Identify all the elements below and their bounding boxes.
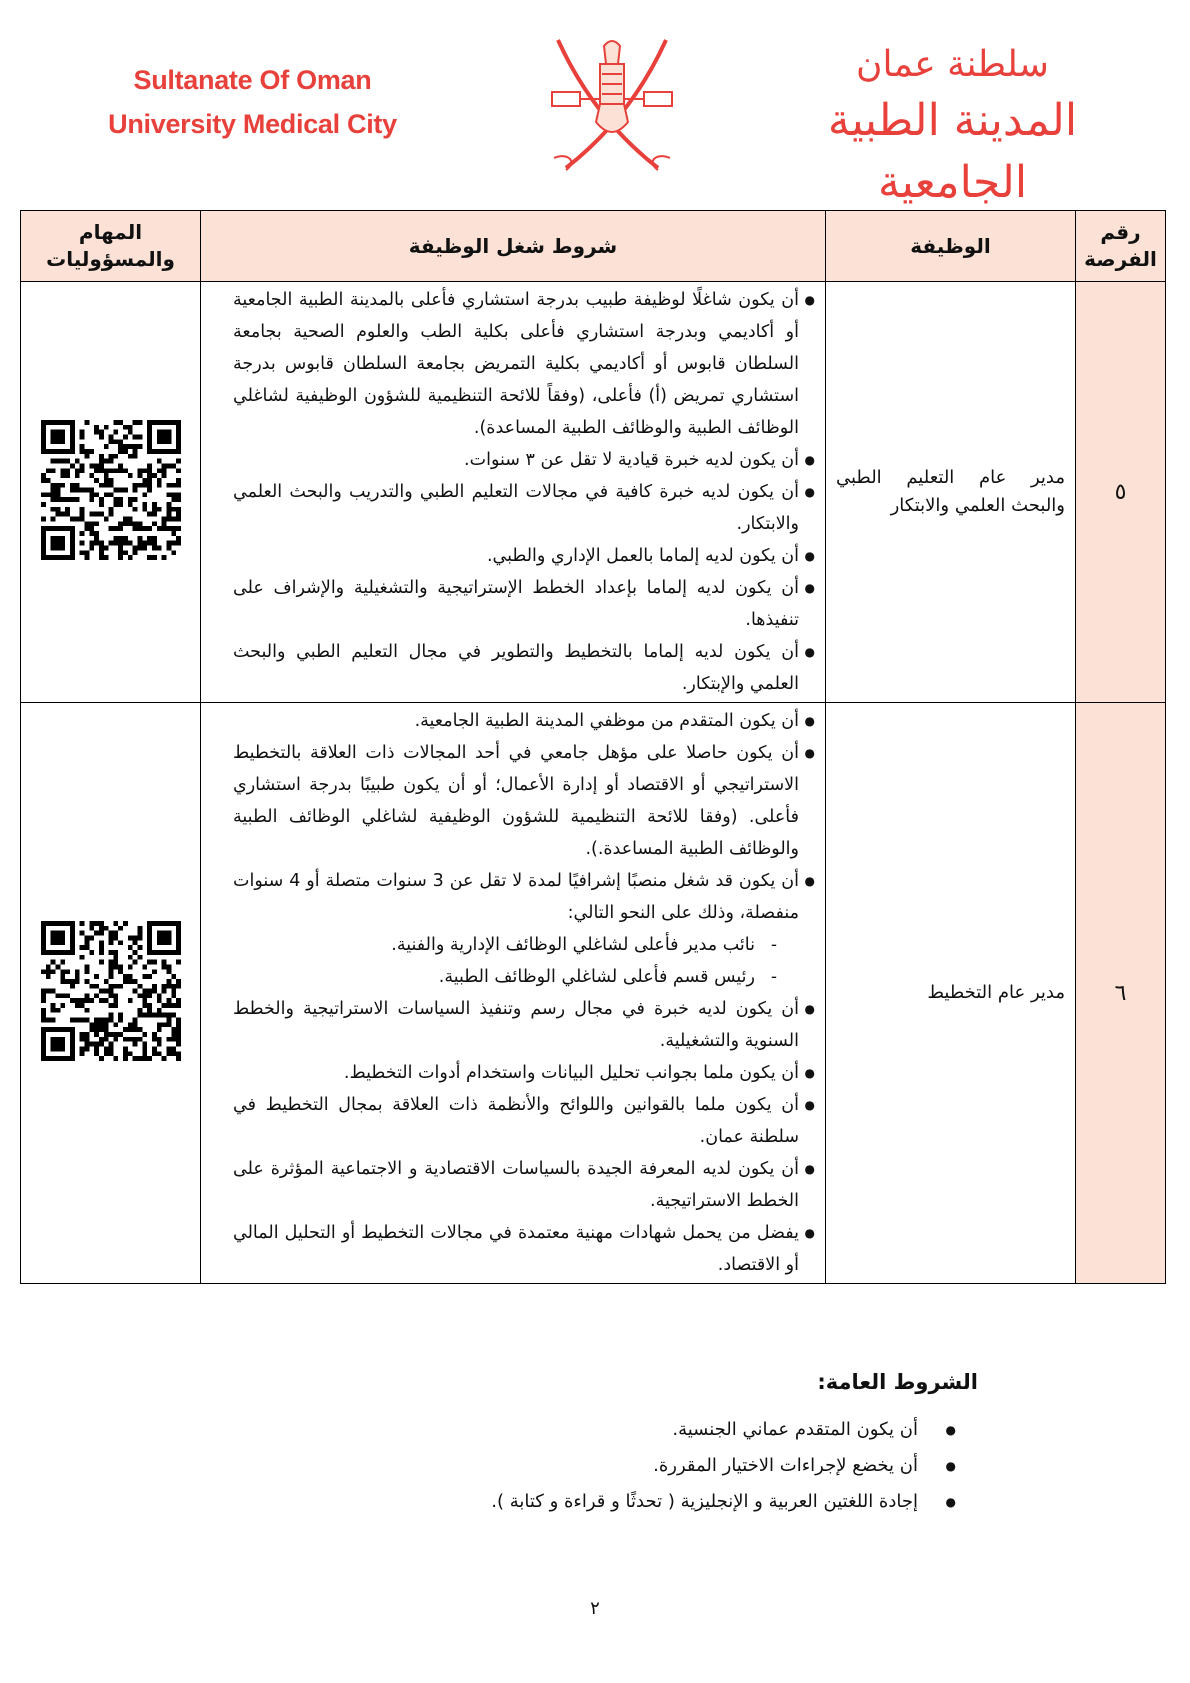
requirement-item: ● أن يكون المتقدم من موظفي المدينة الطبية الجامعية. [233,705,815,737]
requirement-item: ● أن يكون لديه المعرفة الجيدة بالسياسات الاقتصادية و الاجتماعية المؤثرة على الخطط الاستراتيجية. [233,1153,815,1217]
column-header-requirements: شروط شغل الوظيفة [201,211,826,282]
arabic-line-1: سلطنة عمان [856,44,1049,85]
requirement-item: ● أن يكون لديه إلماما بالعمل الإداري والطبي. [233,540,815,572]
requirement-item: ● أن يكون قد شغل منصبًا إشرافيًا لمدة لا تقل عن 3 سنوات متصلة أو 4 سنوات منفصلة، وذلك على النحو التالي: [233,865,815,929]
list-item: ● أن يخضع لإجراءات الاختيار المقررة. [278,1448,978,1484]
requirement-item: ● أن يكون ملما بالقوانين واللوائح والأنظمة ذات العلاقة بمجال التخطيط في سلطنة عمان. [233,1089,815,1153]
job-opportunities-table [20,210,1166,1284]
english-line-2: University Medical City [108,109,397,139]
table-row [21,703,1166,1284]
page-header [0,0,1190,208]
job-title: مدير عام التخطيط [826,703,1076,1284]
requirement-item: ● أن يكون لديه خبرة قيادية لا تقل عن ٣ سنوات. [233,444,815,476]
table-header-row [21,211,1166,282]
requirement-sub-item: - نائب مدير فأعلى لشاغلي الوظائف الإدارية والفنية. [233,929,815,961]
requirement-item: ● أن يكون حاصلا على مؤهل جامعي في أحد المجالات ذات العلاقة بالتخطيط الاستراتيجي أو الاقتصاد أو إدارة الأعمال؛ أو أن يكون طبيبًا بدرجة استشاري فأعلى. (وفقا للائحة التنظيمية للشؤون الوظيفية لشاغلي الوظائف الطبية والوظائف الطبية المساعدة.). [233,737,815,865]
tasks-qr-cell [21,703,201,1284]
opportunity-number: ٦ [1076,703,1166,1284]
page-number: ٢ [590,1598,600,1619]
list-item: ● أن يكون المتقدم عماني الجنسية. [278,1412,978,1448]
requirement-item: ● أن يكون لديه خبرة كافية في مجالات التعليم الطبي والتدريب والبحث العلمي والابتكار. [233,476,815,540]
general-conditions-title: الشروط العامة: [817,1370,978,1394]
arabic-line-2: المدينة الطبية الجامعية [827,95,1078,208]
column-header-number: رقم الفرصة [1076,211,1166,282]
requirement-sub-item: - رئيس قسم فأعلى لشاغلي الوظائف الطبية. [233,961,815,993]
arabic-org-name [780,40,1125,214]
requirement-item: ● أن يكون لديه خبرة في مجال رسم وتنفيذ السياسات الاستراتيجية والخطط السنوية والتشغيلية. [233,993,815,1057]
requirements-list [233,284,815,700]
list-item: ● إجادة اللغتين العربية و الإنجليزية ( تحدثًا و قراءة و كتابة ). [278,1484,978,1520]
english-line-1: Sultanate Of Oman [133,65,372,95]
requirement-item: ● أن يكون لديه إلماما بإعداد الخطط الإستراتيجية والتشغيلية والإشراف على تنفيذها. [233,572,815,636]
english-org-name [80,58,425,146]
opportunity-number: ٥ [1076,282,1166,703]
general-conditions [278,1370,978,1520]
job-title: مدير عام التعليم الطبي والبحث العلمي والابتكار [826,282,1076,703]
table-row [21,282,1166,703]
job-requirements [201,703,826,1284]
tasks-qr-cell [21,282,201,703]
requirements-list [233,705,815,1281]
general-conditions-list [278,1412,978,1520]
qr-code-icon[interactable] [41,921,181,1061]
requirement-item: ● يفضل من يحمل شهادات مهنية معتمدة في مجالات التخطيط أو التحليل المالي أو الاقتصاد. [233,1217,815,1281]
requirement-item: ● أن يكون شاغلًا لوظيفة طبيب بدرجة استشاري فأعلى بالمدينة الطبية الجامعية أو أكاديمي وبدرجة استشاري فأعلى بكلية الطب والعلوم الصحية بجامعة السلطان قابوس أو أكاديمي بكلية التمريض بجامعة السلطان قابوس بدرجة استشاري تمريض (أ) فأعلى، (وفقاً للائحة التنظيمية للشؤون الوظيفية لشاغلي الوظائف الطبية والوظائف الطبية المساعدة). [233,284,815,444]
column-header-tasks: المهام والمسؤوليات [21,211,201,282]
oman-khanjar-emblem-icon [548,34,676,174]
job-requirements [201,282,826,703]
requirement-item: ● أن يكون ملما بجوانب تحليل البيانات واستخدام أدوات التخطيط. [233,1057,815,1089]
requirement-item: ● أن يكون لديه إلماما بالتخطيط والتطوير في مجال التعليم الطبي والبحث العلمي والإبتكار. [233,636,815,700]
qr-code-icon[interactable] [41,420,181,560]
column-header-job: الوظيفة [826,211,1076,282]
